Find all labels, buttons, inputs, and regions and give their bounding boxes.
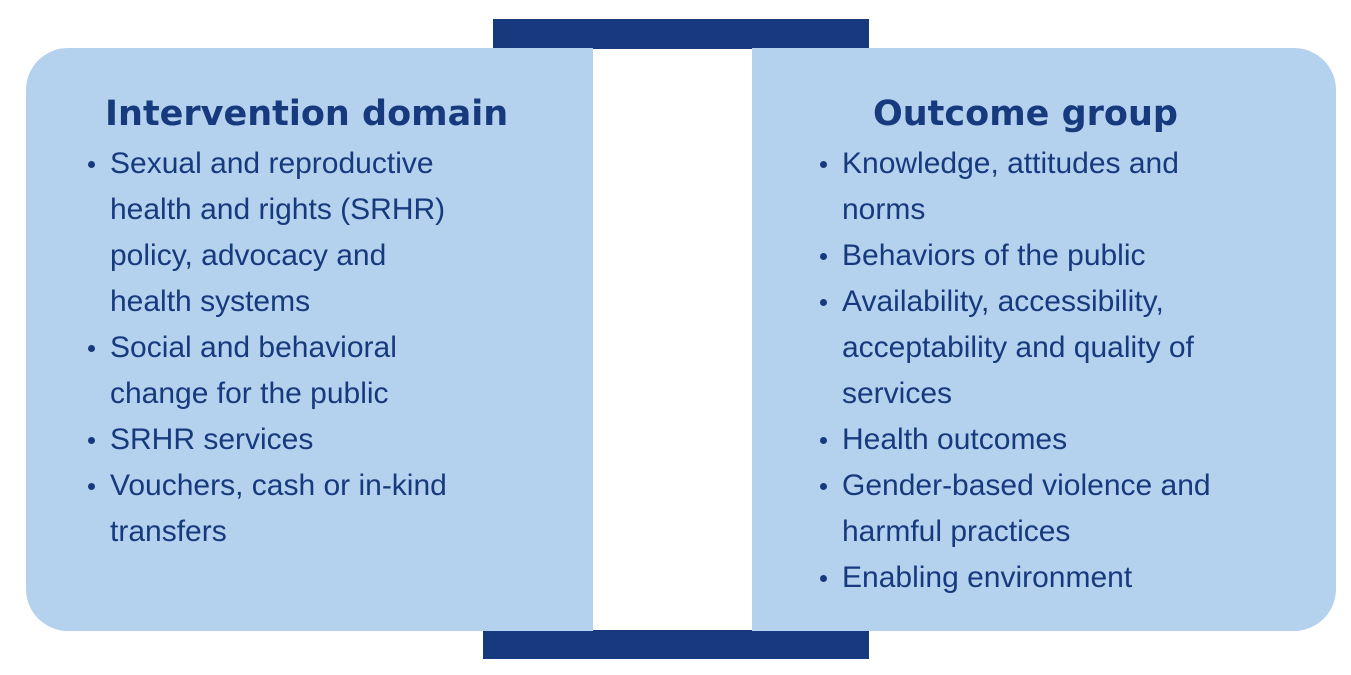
list-item-text-line: norms: [842, 193, 926, 226]
intervention-domain-panel: [26, 48, 593, 631]
outcome-group-panel: [752, 48, 1336, 631]
list-item-text-line: acceptability and quality of: [842, 331, 1194, 364]
list-item-text-line: Vouchers, cash or in-kind: [110, 469, 447, 502]
outcome-group-heading: Outcome group: [873, 94, 1178, 134]
bullet-icon: [820, 437, 827, 444]
list-item: [820, 279, 1320, 417]
list-item-text-line: Health outcomes: [842, 423, 1068, 456]
bullet-icon: [820, 299, 827, 306]
list-item: [820, 555, 1320, 601]
list-item-text-line: services: [842, 377, 953, 410]
bullet-icon: [88, 345, 95, 352]
intervention-domain-list: [88, 141, 528, 555]
list-item-text-line: policy, advocacy and: [110, 239, 387, 272]
list-item-text-line: transfers: [110, 515, 227, 548]
top-connector-bar: [493, 19, 869, 49]
list-item-text-line: Knowledge, attitudes and: [842, 147, 1179, 180]
list-item: [88, 463, 528, 555]
bullet-icon: [820, 575, 827, 582]
list-item: [820, 141, 1320, 233]
list-item-text-line: harmful practices: [842, 515, 1071, 548]
list-item: [88, 417, 528, 463]
bullet-icon: [820, 161, 827, 168]
intervention-domain-heading: Intervention domain: [105, 94, 509, 134]
list-item-text-line: SRHR services: [110, 423, 314, 456]
list-item-text-line: Behaviors of the public: [842, 239, 1146, 272]
list-item-text-line: Enabling environment: [842, 561, 1133, 594]
list-item-text-line: health and rights (SRHR): [110, 193, 446, 226]
bullet-icon: [88, 161, 95, 168]
list-item-text-line: Sexual and reproductive: [110, 147, 434, 180]
bottom-connector-bar: [483, 630, 869, 659]
list-item-text-line: health systems: [110, 285, 311, 318]
outcome-group-list: [820, 141, 1320, 601]
list-item: [88, 141, 528, 325]
list-item: [88, 325, 528, 417]
list-item-text-line: Availability, accessibility,: [842, 285, 1164, 318]
bullet-icon: [820, 483, 827, 490]
bullet-icon: [820, 253, 827, 260]
list-item: [820, 233, 1320, 279]
bullet-icon: [88, 437, 95, 444]
list-item-text-line: Gender-based violence and: [842, 469, 1211, 502]
list-item-text-line: Social and behavioral: [110, 331, 397, 364]
list-item-text-line: change for the public: [110, 377, 389, 410]
bullet-icon: [88, 483, 95, 490]
list-item: [820, 463, 1320, 555]
list-item: [820, 417, 1320, 463]
